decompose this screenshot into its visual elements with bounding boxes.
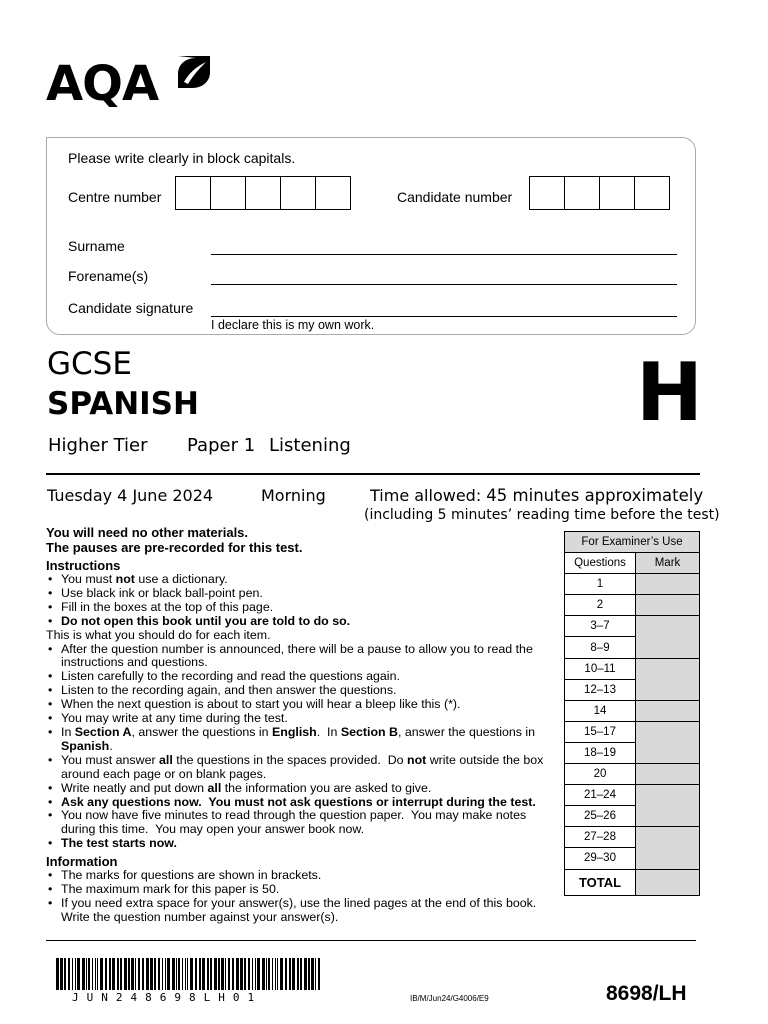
barcode-bar bbox=[292, 958, 295, 990]
gcse-title: GCSE bbox=[47, 346, 132, 382]
time-value: 45 minutes approximately bbox=[486, 486, 704, 505]
table-row bbox=[565, 658, 700, 679]
barcode-bar bbox=[187, 958, 188, 990]
barcode-bar bbox=[131, 958, 134, 990]
barcode-bar bbox=[146, 958, 149, 990]
barcode-text: JUN248698LH01 bbox=[72, 991, 263, 1004]
barcode-bar bbox=[154, 958, 156, 990]
list-item: • You now have five minutes to read through the question paper. You may make notes during this time. You may open your answer book now. bbox=[46, 809, 562, 837]
tier-label: Higher Tier bbox=[48, 435, 148, 456]
title-divider bbox=[46, 473, 700, 475]
barcode-bar bbox=[178, 958, 180, 990]
list-item: • The marks for questions are shown in brackets. bbox=[46, 869, 562, 883]
barcode-bar bbox=[105, 958, 107, 990]
table-row bbox=[565, 827, 700, 848]
reference-code: IB/M/Jun24/G4006/E9 bbox=[410, 994, 489, 1003]
barcode-bar bbox=[176, 958, 177, 990]
barcode-bar bbox=[138, 958, 140, 990]
barcode-bar bbox=[64, 958, 66, 990]
barcode-bar bbox=[236, 958, 239, 990]
reading-time-note: (including 5 minutes’ reading time before the test) bbox=[364, 507, 720, 523]
block-capitals-note: Please write clearly in block capitals. bbox=[68, 150, 296, 166]
total-label: TOTAL bbox=[565, 869, 636, 895]
barcode-bar bbox=[128, 958, 130, 990]
question-range-cell: 20 bbox=[565, 764, 636, 785]
list-item: • The test starts now. bbox=[46, 837, 562, 851]
declaration-text: I declare this is my own work. bbox=[211, 318, 375, 332]
barcode-bar bbox=[280, 958, 283, 990]
barcode-bar bbox=[225, 958, 226, 990]
barcode-bar bbox=[218, 958, 220, 990]
question-range-cell: 27–28 bbox=[565, 827, 636, 848]
list-item: • When the next question is about to start you will hear a bleep like this (*). bbox=[46, 698, 562, 712]
list-item: • You must not use a dictionary. bbox=[46, 573, 562, 587]
barcode-bar bbox=[97, 958, 98, 990]
barcode-bar bbox=[135, 958, 136, 990]
centre-number-boxes[interactable] bbox=[176, 176, 351, 210]
table-row bbox=[565, 574, 700, 595]
information-list bbox=[46, 869, 562, 925]
instructions-list bbox=[46, 573, 562, 629]
question-range-cell: 1 bbox=[565, 574, 636, 595]
candidate-digit-box[interactable] bbox=[529, 176, 565, 210]
barcode-bar bbox=[266, 958, 267, 990]
barcode-bar bbox=[60, 958, 63, 990]
table-row bbox=[565, 700, 700, 721]
centre-number-label: Centre number bbox=[68, 189, 162, 205]
barcode-bar bbox=[202, 958, 205, 990]
barcode-bar bbox=[112, 958, 115, 990]
barcode-bar bbox=[210, 958, 212, 990]
footer-divider bbox=[46, 940, 696, 941]
question-range-cell: 8–9 bbox=[565, 637, 636, 658]
instructions-heading: Instructions bbox=[46, 558, 121, 573]
barcode-bar bbox=[77, 958, 80, 990]
barcode-bar bbox=[92, 958, 93, 990]
logo-leaf-icon bbox=[176, 54, 212, 90]
barcode-bar bbox=[86, 958, 87, 990]
barcode-bar bbox=[214, 958, 217, 990]
question-range-cell: 2 bbox=[565, 595, 636, 616]
mark-cell[interactable] bbox=[636, 785, 700, 827]
centre-digit-box[interactable] bbox=[280, 176, 316, 210]
barcode-bar bbox=[172, 958, 175, 990]
paper-label: Paper 1 bbox=[187, 435, 256, 456]
barcode-bar bbox=[75, 958, 76, 990]
question-range-cell: 14 bbox=[565, 700, 636, 721]
barcode-bar bbox=[304, 958, 307, 990]
barcode-bar bbox=[109, 958, 111, 990]
barcode-bar bbox=[318, 958, 320, 990]
question-range-cell: 18–19 bbox=[565, 742, 636, 763]
list-item: • Ask any questions now. You must not ask questions or interrupt during the test. bbox=[46, 796, 562, 810]
table-row bbox=[565, 595, 700, 616]
time-label: Time allowed: bbox=[370, 486, 482, 505]
barcode-bar bbox=[277, 958, 278, 990]
barcode-bar bbox=[100, 958, 103, 990]
barcode-bar bbox=[158, 958, 160, 990]
component-label: Listening bbox=[269, 435, 351, 456]
candidate-digit-box[interactable] bbox=[564, 176, 600, 210]
barcode-bar bbox=[82, 958, 85, 990]
table-row bbox=[565, 764, 700, 785]
barcode-bar bbox=[195, 958, 197, 990]
barcode-bar bbox=[56, 958, 59, 990]
forename-line[interactable] bbox=[211, 284, 677, 285]
barcode-bar bbox=[221, 958, 224, 990]
barcode-bar bbox=[228, 958, 230, 990]
barcode-bar bbox=[272, 958, 273, 990]
list-item: • The maximum mark for this paper is 50. bbox=[46, 883, 562, 897]
barcode-bar bbox=[268, 958, 270, 990]
centre-digit-box[interactable] bbox=[245, 176, 281, 210]
forename-label: Forename(s) bbox=[68, 268, 149, 284]
mark-cell[interactable] bbox=[636, 658, 700, 700]
barcode-bar bbox=[165, 958, 166, 990]
candidate-number-label: Candidate number bbox=[397, 189, 513, 205]
barcode-bar bbox=[252, 958, 253, 990]
barcode-bar bbox=[142, 958, 144, 990]
centre-digit-box[interactable] bbox=[315, 176, 351, 210]
pauses-note: The pauses are pre-recorded for this test. bbox=[46, 540, 303, 555]
question-range-cell: 10–11 bbox=[565, 658, 636, 679]
question-range-cell: 15–17 bbox=[565, 721, 636, 742]
barcode-bar bbox=[162, 958, 163, 990]
barcode-bar bbox=[167, 958, 170, 990]
list-item: • In Section A, answer the questions in English. In Section B, answer the questions in Spanish. bbox=[46, 726, 562, 754]
surname-label: Surname bbox=[68, 238, 125, 254]
barcode-bar bbox=[199, 958, 201, 990]
examiner-use-table bbox=[564, 531, 700, 896]
list-item: • After the question number is announced, there will be a pause to allow you to read the instructions and questions. bbox=[46, 643, 562, 671]
procedure-list bbox=[46, 643, 562, 852]
barcode-bar bbox=[255, 958, 256, 990]
barcode-bar bbox=[262, 958, 265, 990]
barcode-bar bbox=[190, 958, 193, 990]
total-mark-cell[interactable] bbox=[636, 869, 700, 895]
barcode-bar bbox=[297, 958, 299, 990]
time-allowed bbox=[370, 486, 703, 505]
mark-cell[interactable] bbox=[636, 700, 700, 721]
signature-line[interactable] bbox=[211, 316, 677, 317]
barcode-bar bbox=[72, 958, 73, 990]
list-item: • If you need extra space for your answer(s), use the lined pages at the end of this book. Write the question number against your answer(s). bbox=[46, 897, 562, 925]
centre-digit-box[interactable] bbox=[210, 176, 246, 210]
question-range-cell: 12–13 bbox=[565, 679, 636, 700]
list-item: • Fill in the boxes at the top of this page. bbox=[46, 601, 562, 615]
list-item: • Listen carefully to the recording and read the questions again. bbox=[46, 670, 562, 684]
barcode-bar bbox=[95, 958, 96, 990]
questions-column-header: Questions bbox=[565, 553, 636, 574]
mark-cell[interactable] bbox=[636, 827, 700, 869]
barcode-bar bbox=[240, 958, 243, 990]
list-item: • You may write at any time during the test. bbox=[46, 712, 562, 726]
instructions-panel bbox=[46, 525, 562, 925]
question-range-cell: 29–30 bbox=[565, 848, 636, 869]
barcode-bar bbox=[257, 958, 260, 990]
paper-code: 8698/LH bbox=[606, 982, 687, 1005]
mark-cell[interactable] bbox=[636, 616, 700, 658]
barcode-bar bbox=[289, 958, 291, 990]
barcode-bar bbox=[68, 958, 70, 990]
question-range-cell: 3–7 bbox=[565, 616, 636, 637]
question-range-cell: 25–26 bbox=[565, 806, 636, 827]
barcode-bar bbox=[124, 958, 127, 990]
surname-line[interactable] bbox=[211, 254, 677, 255]
candidate-digit-box[interactable] bbox=[599, 176, 635, 210]
barcode-bar bbox=[185, 958, 186, 990]
candidate-number-boxes[interactable] bbox=[530, 176, 670, 210]
barcode-bar bbox=[232, 958, 234, 990]
barcode-bar bbox=[308, 958, 310, 990]
barcode-bar bbox=[117, 958, 119, 990]
mark-cell[interactable] bbox=[636, 764, 700, 785]
mark-column-header: Mark bbox=[636, 553, 700, 574]
barcode-bar bbox=[275, 958, 276, 990]
examiner-table-title: For Examiner’s Use bbox=[565, 532, 700, 553]
barcode-bar bbox=[120, 958, 122, 990]
mark-cell[interactable] bbox=[636, 574, 700, 595]
table-row bbox=[565, 721, 700, 742]
table-row bbox=[565, 785, 700, 806]
logo-text: AQA bbox=[46, 56, 159, 112]
barcode-bar bbox=[244, 958, 246, 990]
barcode bbox=[56, 958, 322, 990]
instructions-intro: This is what you should do for each item. bbox=[46, 627, 271, 642]
barcode-bar bbox=[311, 958, 314, 990]
information-heading: Information bbox=[46, 854, 118, 870]
exam-session: Morning bbox=[261, 486, 326, 505]
barcode-bar bbox=[207, 958, 209, 990]
barcode-bar bbox=[285, 958, 287, 990]
signature-label: Candidate signature bbox=[68, 300, 194, 316]
barcode-bar bbox=[88, 958, 90, 990]
list-item: • Write neatly and put down all the information you are asked to give. bbox=[46, 782, 562, 796]
aqa-logo bbox=[46, 52, 216, 114]
list-item: • Use black ink or black ball-point pen. bbox=[46, 587, 562, 601]
question-range-cell: 21–24 bbox=[565, 785, 636, 806]
total-row bbox=[565, 869, 700, 895]
list-item: • You must answer all the questions in the spaces provided. Do not write outside the box around each page or on blank pages. bbox=[46, 754, 562, 782]
mark-cell[interactable] bbox=[636, 721, 700, 763]
barcode-bar bbox=[150, 958, 153, 990]
table-row bbox=[565, 616, 700, 637]
centre-digit-box[interactable] bbox=[175, 176, 211, 210]
barcode-bar bbox=[315, 958, 316, 990]
subject-title: SPANISH bbox=[47, 386, 199, 422]
barcode-bar bbox=[300, 958, 302, 990]
tier-letter: H bbox=[636, 346, 703, 439]
list-item: • Do not open this book until you are told to do so. bbox=[46, 615, 562, 629]
barcode-bar bbox=[248, 958, 250, 990]
barcode-bar bbox=[182, 958, 183, 990]
materials-note: You will need no other materials. bbox=[46, 525, 249, 540]
mark-cell[interactable] bbox=[636, 595, 700, 616]
list-item: • Listen to the recording again, and then answer the questions. bbox=[46, 684, 562, 698]
exam-date: Tuesday 4 June 2024 bbox=[47, 486, 214, 505]
candidate-digit-box[interactable] bbox=[634, 176, 670, 210]
